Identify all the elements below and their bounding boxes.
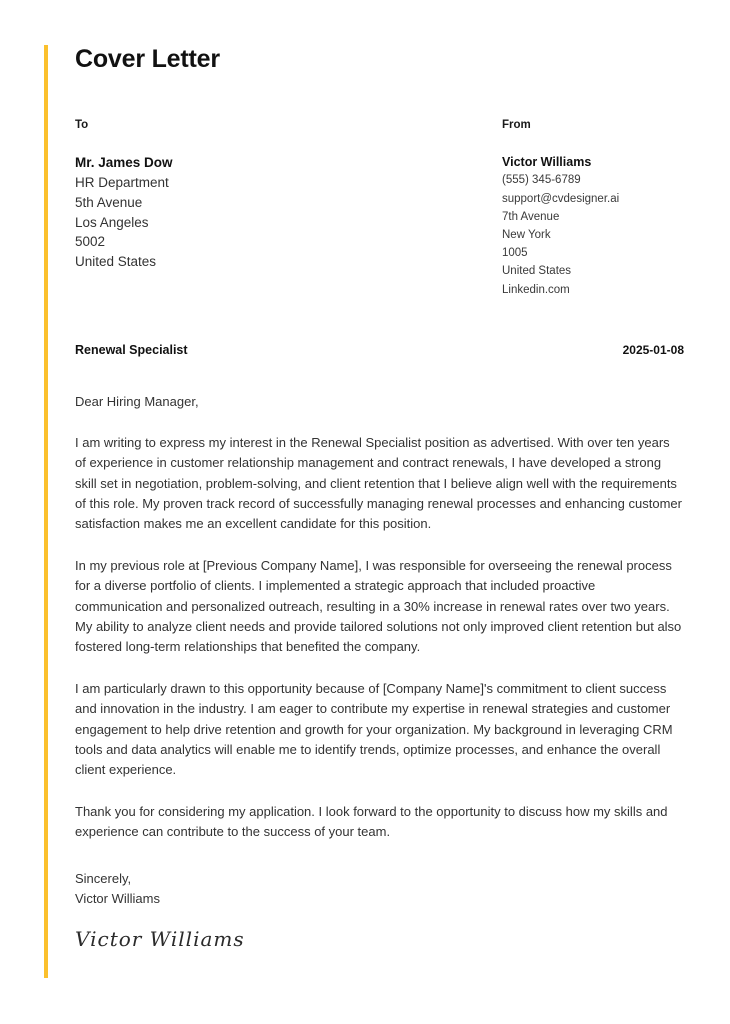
recipient-name: Mr. James Dow [75, 155, 173, 171]
body-paragraph: Thank you for considering my application. I look forward to the opportunity to discuss how my skills and experience can contribute to the success of your team. [75, 803, 668, 840]
closing-block [75, 869, 684, 909]
sender-name: Victor Williams [502, 155, 592, 170]
letter-content [75, 45, 684, 951]
signature: Victor Williams [75, 926, 245, 951]
salutation: Dear Hiring Manager, [75, 393, 199, 409]
body-paragraph: In my previous role at [Previous Company Name], I was responsible for overseeing the renewal process for a diverse portfolio of clients. I implemented a strategic approach that included proactive communication and personalized outreach, resulting in a 30% increase in renewal rates over two years. My ability to analyze client needs and provide tailored solutions not only improved client retention but also fostered long-term relationships that benefited the company. [75, 557, 682, 655]
recipient-line: United States [75, 254, 157, 270]
sender-line: 1005 [502, 247, 528, 260]
sender-phone: (555) 345-6789 [502, 174, 581, 187]
page-title: Cover Letter [75, 45, 220, 73]
recipient-line: Los Angeles [75, 214, 149, 230]
recipient-line: HR Department [75, 175, 169, 191]
body-paragraph: I am particularly drawn to this opportunity because of [Company Name]'s commitment to client success and innovation in the industry. I am eager to contribute my expertise in renewal strategies and customer engagement to help drive retention and growth for your organization. My background in leveraging CRM tools and data analytics will enable me to identify trends, optimize processes, and enhance the overall client experience. [75, 680, 673, 778]
sender-website: Linkedin.com [502, 283, 570, 296]
sender-line: United States [502, 265, 572, 278]
recipient-line: 5002 [75, 234, 106, 250]
recipient-column [75, 120, 415, 272]
sender-line: 7th Avenue [502, 210, 560, 223]
body-paragraph: I am writing to express my interest in the Renewal Specialist position as advertised. With over ten years of experience in customer relationship management and contract renewals, I have developed a strong skill set in negotiation, problem-solving, and client retention that I believe align well with the requirements of this role. My proven track record of successfully managing renewal processes and enhancing customer satisfaction makes me an excellent candidate for this position. [75, 434, 682, 532]
sender-line: New York [502, 229, 551, 242]
recipient-label: To [75, 118, 89, 131]
letter-date: 2025-01-08 [622, 342, 684, 357]
subject-row [75, 343, 684, 357]
sender-label: From [502, 118, 531, 131]
closing-word: Sincerely, [75, 870, 132, 886]
subject-line: Renewal Specialist [75, 342, 188, 357]
accent-bar [44, 45, 48, 978]
sender-column [502, 120, 692, 299]
closing-name: Victor Williams [75, 890, 160, 906]
address-block [75, 120, 684, 295]
sender-email: support@cvdesigner.ai [502, 192, 620, 205]
recipient-line: 5th Avenue [75, 194, 143, 210]
